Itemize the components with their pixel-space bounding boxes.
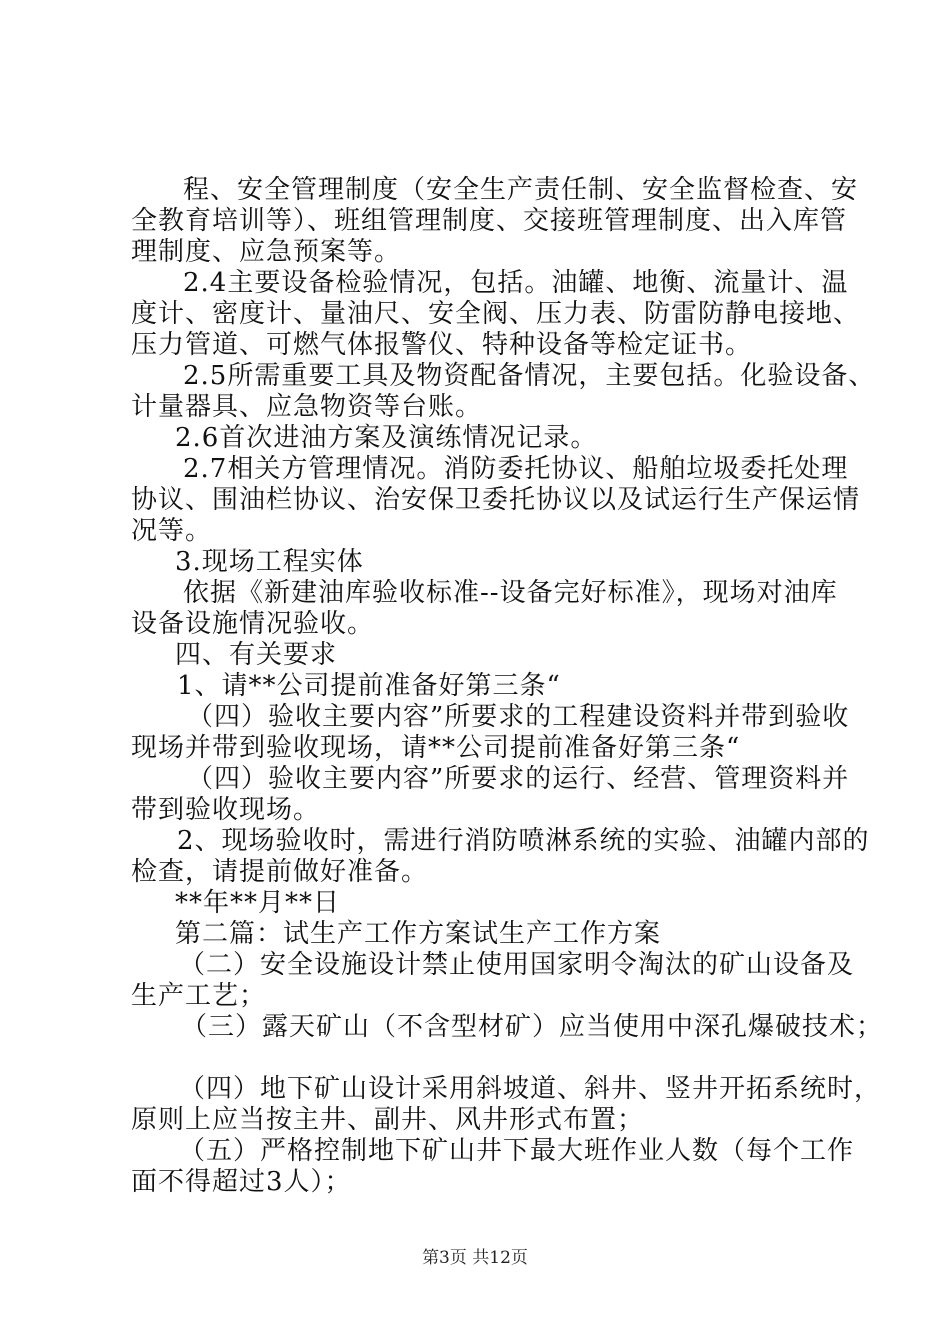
text-line: 设备设施情况验收。 (131, 609, 375, 639)
text-line: 况等。 (131, 516, 213, 546)
text-line: （三）露天矿山（不含型材矿）应当使用中深孔爆破技术； (181, 1012, 884, 1042)
text-line: 压力管道、可燃气体报警仪、特种设备等检定证书。 (131, 330, 753, 360)
text-line: （二）安全设施设计禁止使用国家明令淘汰的矿山设备及 (179, 950, 855, 980)
text-line: 1、请**公司提前准备好第三条“ (177, 671, 561, 701)
text-line: 计量器具、应急物资等台账。 (131, 392, 483, 422)
text-line: 2.7相关方管理情况。消防委托协议、船舶垃圾委托处理 (183, 454, 849, 484)
text-line: 四、有关要求 (175, 640, 338, 670)
section-heading: 第二篇：试生产工作方案试生产工作方案 (175, 919, 662, 949)
text-line: 程、安全管理制度（安全生产责任制、安全监督检查、安 (183, 175, 859, 205)
text-line: 现场并带到验收现场，请**公司提前准备好第三条“ (131, 733, 741, 763)
text-line: 全教育培训等）、班组管理制度、交接班管理制度、出入库管 (131, 206, 848, 236)
text-line: 2.6首次进油方案及演练情况记录。 (175, 423, 598, 453)
text-line: 3.现场工程实体 (175, 547, 364, 577)
text-line: 理制度、应急预案等。 (131, 237, 402, 267)
text-line: （四）验收主要内容”所要求的工程建设资料并带到验收 (187, 702, 850, 732)
text-line: 协议、围油栏协议、治安保卫委托协议以及试运行生产保运情 (131, 485, 861, 515)
text-line: 原则上应当按主井、副井、风井形式布置； (131, 1105, 645, 1135)
page-number-footer: 第3页 共12页 (422, 1248, 528, 1268)
text-line: 生产工艺； (131, 981, 267, 1011)
document-body (131, 175, 884, 1198)
signature-date: **年**月**日 (175, 888, 341, 918)
text-line: 度计、密度计、量油尺、安全阀、压力表、防雷防静电接地、 (131, 299, 861, 329)
text-line: （五）严格控制地下矿山井下最大班作业人数（每个工作 (179, 1136, 855, 1166)
text-line: 面不得超过3人）； (131, 1167, 352, 1197)
text-line: 2.5所需重要工具及物资配备情况，主要包括。化验设备、 (183, 361, 876, 391)
text-line: 带到验收现场。 (131, 795, 321, 825)
text-line: 检查，请提前做好准备。 (131, 857, 429, 887)
text-line: 依据《新建油库验收标准--设备完好标准》，现场对油库 (183, 578, 838, 608)
text-line: （四）地下矿山设计采用斜坡道、斜井、竖井开拓系统时， (179, 1074, 882, 1104)
text-line: （四）验收主要内容”所要求的运行、经营、管理资料并 (187, 764, 850, 794)
text-line: 2、现场验收时，需进行消防喷淋系统的实验、油罐内部的 (177, 826, 870, 856)
blank-line (131, 1043, 831, 1074)
text-line: 2.4主要设备检验情况，包括。油罐、地衡、流量计、温 (183, 268, 849, 298)
